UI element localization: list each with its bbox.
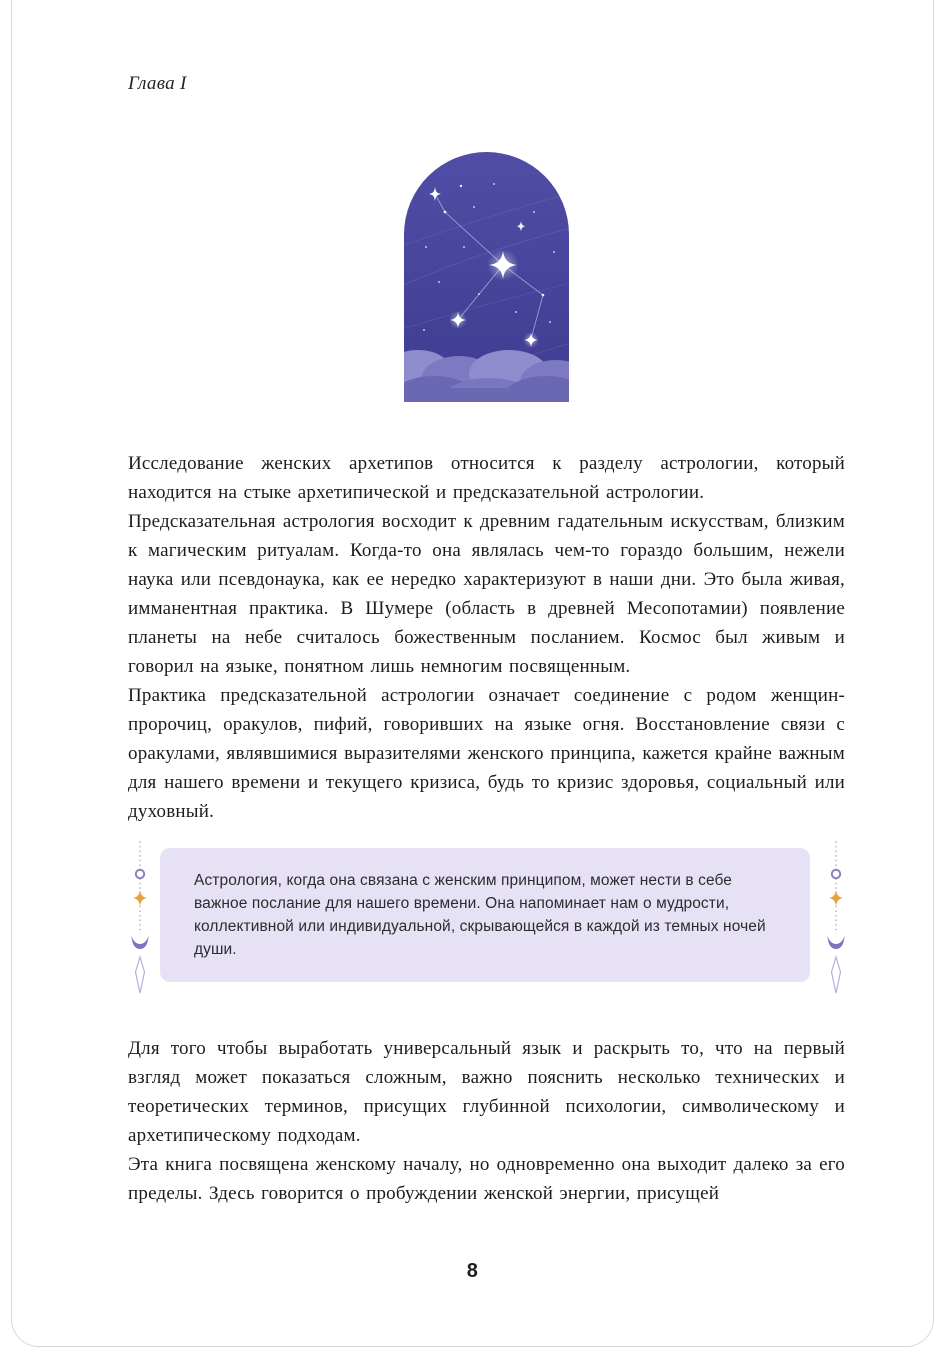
night-sky-arch-icon <box>404 152 569 402</box>
page-number: 8 <box>466 1260 479 1282</box>
paragraph: Практика предсказательной астрологии означает соединение с родом женщин-пророчиц, оракулов, пифий, говоривших на языке огня. Восстановление связи с оракулами, являвшимися выразителями женского принципа, кажется крайне важным для нашего времени и текущего кризиса, будь то кризис здоровья, социальный или духовный. <box>128 685 845 822</box>
crescent-moon-icon <box>828 936 845 949</box>
hanging-ornament-left <box>128 840 152 1000</box>
body-text-bottom <box>128 1034 845 1208</box>
callout-text: Астрология, когда она связана с женским принципом, может нести в себе важное послание для нашего времени. Она напоминает нам о мудрости, коллективной или индивидуальной, скрывающейся в каждой из темных ночей души. <box>194 872 766 958</box>
paragraph: Исследование женских архетипов относится к разделу астрологии, который находится на стыке архетипической и предсказательной астрологии. <box>128 453 845 503</box>
celestial-pendant-icon <box>824 840 848 1000</box>
callout-quote <box>160 848 810 982</box>
paragraph: Эта книга посвящена женскому началу, но одновременно она выходит далеко за его пределы. Здесь говорится о пробуждении женской энергии, присущей <box>128 1154 845 1204</box>
paragraph: Для того чтобы выработать универсальный язык и раскрыть то, что на первый взгляд может показаться сложным, важно пояснить несколько технических и теоретических терминов, присущих глубинной психологии, символическому и архетипическому подходам. <box>128 1038 845 1146</box>
ring-icon <box>136 870 144 878</box>
star-icon <box>830 890 843 906</box>
ring-icon <box>832 870 840 878</box>
kite-pendant-icon <box>832 957 841 993</box>
paragraph: Предсказательная астрология восходит к древним гадательным искусствам, близким к магическим ритуалам. Когда-то она являлась чем-то гораздо большим, нежели наука или псевдонаука, как ее нередко характеризуют в наши дни. Это была живая, имманентная практика. В Шумере (область в древней Месопотамии) появление планеты на небе считалось божественным посланием. Космос был живым и говорил на языке, понятном лишь немногим посвященным. <box>128 511 845 677</box>
crescent-moon-icon <box>132 936 149 949</box>
body-text-top <box>128 449 845 826</box>
chapter-header: Глава I <box>128 73 187 94</box>
celestial-pendant-icon <box>128 840 152 1000</box>
hanging-ornament-right <box>824 840 848 1000</box>
kite-pendant-icon <box>136 957 145 993</box>
callout-section <box>128 840 845 1008</box>
constellation-illustration <box>128 152 845 407</box>
star-icon <box>134 890 147 906</box>
